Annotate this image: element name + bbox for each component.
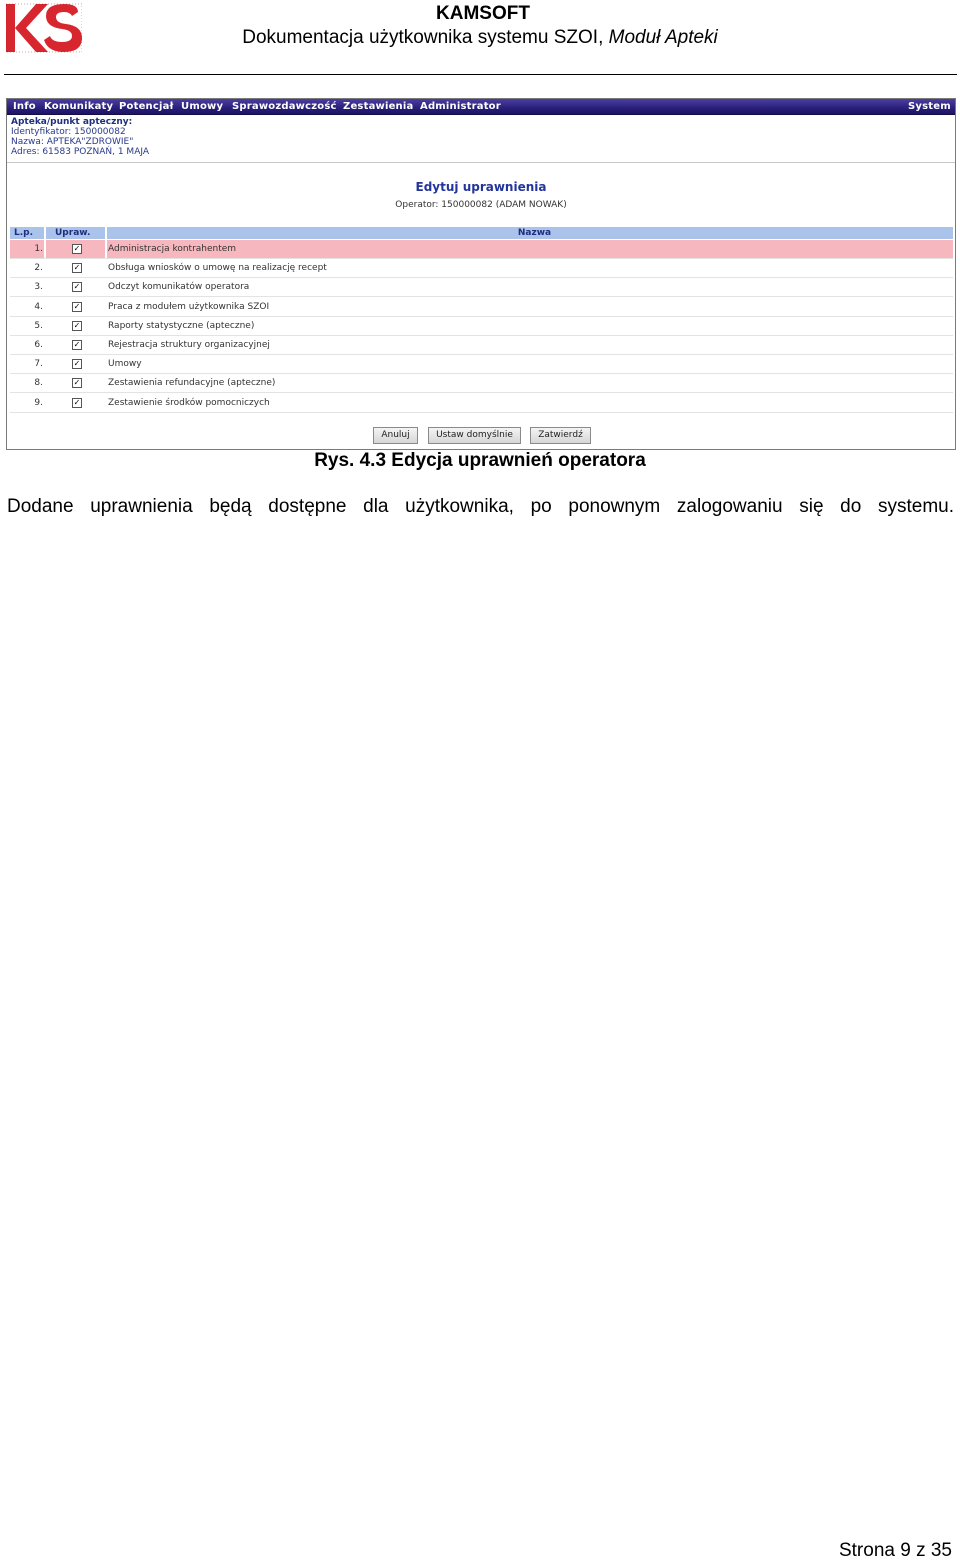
permission-name: Praca z modułem użytkownika SZOI (108, 301, 270, 312)
main-menu-bar (7, 99, 955, 115)
permission-checkbox[interactable]: ✓ (73, 320, 81, 330)
document-subtitle (0, 27, 960, 49)
column-separator (105, 317, 107, 335)
row-number: 7. (34, 359, 43, 370)
confirm-button[interactable]: Zatwierdź (530, 427, 591, 444)
column-separator (44, 259, 46, 277)
row-number: 8. (34, 378, 43, 389)
subtitle-module: Moduł Apteki (608, 27, 718, 48)
table-row[interactable] (10, 336, 953, 355)
permission-name: Zestawienie środków pomocniczych (108, 397, 270, 408)
row-number: 6. (34, 340, 43, 350)
column-separator (105, 259, 107, 277)
company-name: KAMSOFT (436, 3, 530, 24)
column-separator (105, 336, 107, 354)
table-row[interactable] (10, 317, 953, 336)
table-row[interactable] (10, 355, 953, 374)
column-nazwa: Nazwa (517, 228, 552, 238)
permission-name: Umowy (108, 359, 142, 370)
column-separator (44, 336, 46, 354)
menu-potencjal[interactable]: Potencjał (119, 101, 174, 112)
permission-name: Odczyt komunikatów operatora (108, 282, 250, 293)
menu-umowy[interactable]: Umowy (181, 101, 224, 112)
pharmacy-identifier: Identyfikator: 150000082 (11, 127, 126, 137)
permission-checkbox[interactable]: ✓ (73, 263, 81, 273)
menu-sprawozdawczosc[interactable]: Sprawozdawczość (232, 101, 337, 112)
permission-checkbox[interactable]: ✓ (73, 397, 81, 407)
permission-checkbox[interactable]: ✓ (73, 282, 81, 292)
permission-checkbox[interactable]: ✓ (73, 378, 81, 388)
column-separator (44, 394, 46, 412)
info-divider (7, 162, 955, 163)
column-separator (105, 394, 107, 412)
permission-name: Obsługa wniosków o umowę na realizację recept (108, 263, 327, 274)
table-row[interactable] (10, 240, 953, 259)
permissions-table-header (10, 227, 953, 239)
column-separator (105, 240, 107, 258)
column-upraw: Upraw. (55, 228, 91, 238)
column-separator (105, 374, 107, 392)
permission-checkbox[interactable]: ✓ (73, 359, 81, 369)
column-separator (105, 298, 107, 316)
column-separator (44, 317, 46, 335)
column-lp: L.p. (14, 228, 34, 238)
permission-checkbox[interactable]: ✓ (73, 340, 81, 349)
subtitle-main: Dokumentacja użytkownika systemu SZOI, (242, 27, 609, 48)
permission-name: Zestawienia refundacyjne (apteczne) (108, 378, 276, 389)
menu-komunikaty[interactable]: Komunikaty (44, 101, 114, 112)
body-paragraph: Dodane uprawnienia będą dostępne dla użytkownika, po ponownym zalogowaniu się do systemu. (7, 496, 954, 517)
menu-zestawienia[interactable]: Zestawienia (343, 101, 414, 112)
pharmacy-info (11, 117, 149, 157)
figure-caption: Rys. 4.3 Edycja uprawnień operatora (314, 450, 646, 471)
cancel-button[interactable]: Anuluj (373, 427, 418, 444)
column-separator (44, 298, 46, 316)
permission-checkbox[interactable]: ✓ (73, 244, 81, 253)
page-title: Edytuj uprawnienia (415, 180, 547, 194)
row-number: 3. (34, 282, 43, 293)
pharmacy-address: Adres: 61583 POZNAŃ, 1 MAJA (11, 147, 150, 157)
menu-administrator[interactable]: Administrator (420, 101, 501, 112)
column-separator (105, 355, 107, 373)
application-screenshot (6, 98, 956, 450)
table-row[interactable] (10, 298, 953, 317)
menu-system[interactable]: System (908, 101, 951, 112)
permission-checkbox[interactable]: ✓ (73, 301, 81, 311)
table-row[interactable] (10, 259, 953, 278)
row-number: 5. (34, 320, 43, 331)
column-separator (105, 278, 107, 296)
column-separator (44, 355, 46, 373)
row-number: 1. (34, 244, 43, 254)
operator-label: Operator: 150000082 (ADAM NOWAK) (395, 200, 567, 210)
pharmacy-heading: Apteka/punkt apteczny: (11, 117, 133, 127)
permission-name: Administracja kontrahentem (108, 244, 237, 254)
column-separator (44, 278, 46, 296)
table-row[interactable] (10, 394, 953, 413)
table-row[interactable] (10, 278, 953, 297)
table-row[interactable] (10, 374, 953, 393)
header-divider (4, 74, 957, 75)
row-number: 4. (34, 301, 43, 312)
permission-name: Rejestracja struktury organizacyjnej (108, 340, 270, 350)
row-number: 9. (34, 397, 43, 408)
row-number: 2. (34, 263, 43, 274)
pharmacy-name: Nazwa: APTEKA"ZDROWIE" (11, 137, 134, 147)
permission-name: Raporty statystyczne (apteczne) (108, 320, 255, 331)
column-separator (44, 240, 46, 258)
menu-info[interactable]: Info (13, 101, 36, 112)
page-number: Strona 9 z 35 (838, 1540, 952, 1561)
set-default-button[interactable]: Ustaw domyślnie (428, 427, 521, 444)
column-separator (44, 374, 46, 392)
